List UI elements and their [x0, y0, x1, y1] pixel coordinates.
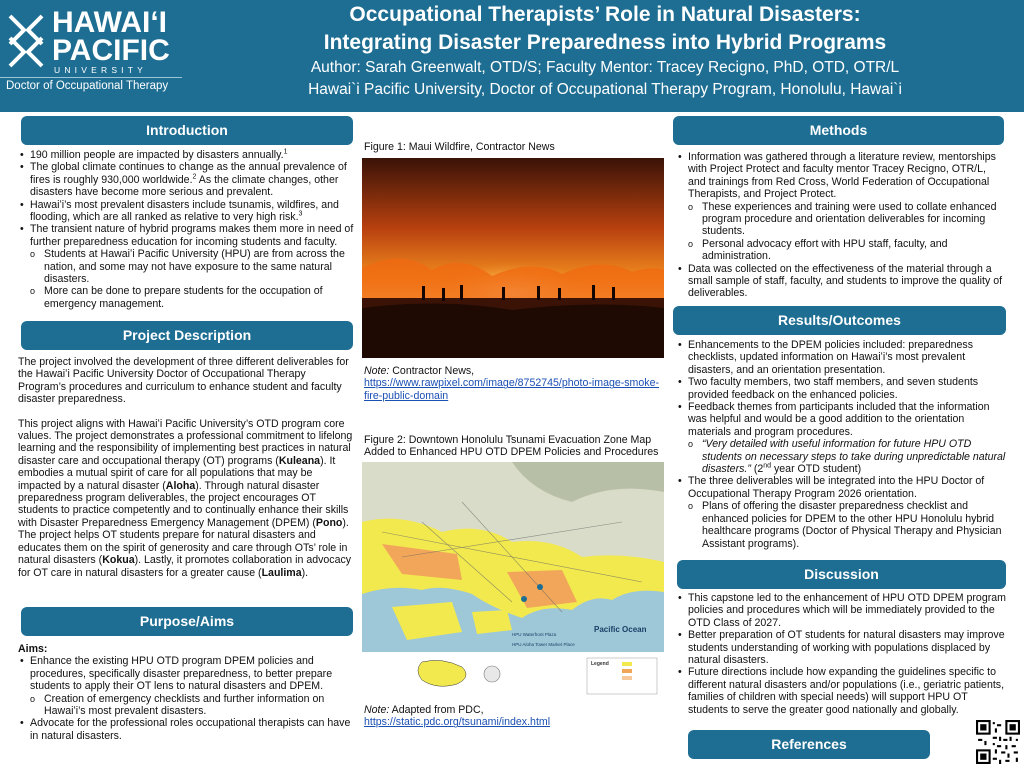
poster-title-line2: Integrating Disaster Preparedness into Hybrid Programs [323, 31, 887, 54]
poster-title-line1: Occupational Therapists’ Role in Natural Disasters: [349, 3, 861, 26]
list-item: • Two faculty members, two staff members, and seven students provided feedback on the enhanced policies. [676, 376, 1006, 401]
list-item: • Data was collected on the effectiveness of the material through a small sample of staff, faculty, and students to improve the quality of deliverables. [676, 263, 1006, 300]
list-item: o Creation of emergency checklists and further information on Hawaiʻi’s most prevalent disasters. [18, 693, 358, 718]
logo-text-hawaii: HAWAIʻI [52, 6, 168, 39]
hpu-logo [0, 0, 182, 112]
logo-text-university: UNIVERSITY [54, 65, 148, 75]
results-body [676, 339, 1006, 550]
list-item: • Better preparation of OT students for natural disasters may improve students understanding of working with populations displaced by natural disasters. [676, 629, 1006, 666]
paragraph: The project involved the development of three different deliverables for the Hawaiʻi Pacific University Doctor of Occupational Therapy Program’s procedures and curriculum to enhance student and faculty disaster preparedness. [18, 356, 349, 406]
map-marker-label: HPU Aloha Tower Market Place [512, 642, 575, 647]
references-heading: References [688, 730, 930, 759]
methods-heading: Methods [673, 116, 1004, 145]
discussion-heading: Discussion [677, 560, 1006, 589]
list-item: o These experiences and training were used to collate enhanced program procedure and orientation deliverables for incoming students. [676, 201, 1006, 238]
list-item: • This capstone led to the enhancement of HPU OTD DPEM program policies and procedures which will be immediately provided to the OTD Class of 2027. [676, 592, 1006, 629]
figure1-note: Note: Contractor News, https://www.rawpixel.com/image/8752745/photo-image-smoke-fire-public-domain [364, 365, 659, 402]
list-item: • Information was gathered through a literature review, mentorships with Project Protect and faculty mentor Tracey Recigno, OTR/L, and trainings from Red Cross, World Federation of Occupational Therapists, and Project Protect. [676, 151, 1006, 201]
list-item: • 190 million people are impacted by disasters annually.$^1$ [18, 149, 358, 161]
project-description-body [18, 356, 354, 579]
purpose-aims-body [18, 643, 358, 742]
figure1-source-link[interactable]: https://www.rawpixel.com/image/8752745/photo-image-smoke-fire-public-domain [364, 377, 659, 402]
map-legend-title: Legend [591, 661, 609, 667]
tsunami-evacuation-map [362, 462, 664, 697]
poster-authors: Author: Sarah Greenwalt, OTD/S; Faculty Mentor: Tracey Recigno, PhD, OTD, OTR/L [310, 59, 900, 76]
map-marker-label: HPU Waterfront Plaza [512, 632, 557, 637]
maui-wildfire-photo [362, 158, 664, 358]
list-item: • The three deliverables will be integrated into the HPU Doctor of Occupational Therapy Program 2026 orientation. [676, 475, 1006, 500]
list-item: • Enhance the existing HPU OTD program DPEM policies and procedures, specifically disaster preparedness, to better prepare students to apply their OT lens to natural disasters and DPEM. [18, 655, 358, 692]
figure1-caption: Figure 1: Maui Wildfire, Contractor News [364, 141, 555, 153]
qr-code[interactable] [976, 720, 1020, 764]
project-description-heading: Project Description [21, 321, 353, 350]
hpu-logo-icon [6, 12, 46, 68]
logo-program-name: Doctor of Occupational Therapy [6, 80, 169, 92]
figure2-note: Note: Adapted from PDC, https://static.pdc.org/tsunami/index.html [364, 704, 551, 729]
introduction-heading: Introduction [21, 116, 353, 145]
list-item: • Hawaiʻi’s most prevalent disasters include tsunamis, wildfires, and flooding, which are all ranked as relative to very high risk.$^3$ [18, 199, 358, 224]
list-item: o Students at Hawaiʻi Pacific University (HPU) are from across the nation, and some may not have exposure to the same natural disasters. [18, 248, 358, 285]
list-item: • Enhancements to the DPEM policies included: preparedness checklists, updated information on Hawaiʻi’s most prevalent disasters, and an orientation presentation. [676, 339, 1006, 376]
list-item: o “Very detailed with useful information for future HPU OTD students on necessary steps to take during unpredictable natural disasters.” (2nd year OTD student) [676, 438, 1006, 475]
list-item: • The global climate continues to change as the annual prevalence of fires is roughly 930,000 worldwide.$^2$ As the climate changes, other disasters have become more serious and prevalent. [18, 161, 358, 198]
aims-label: Aims: [18, 643, 48, 655]
map-ocean-label: Pacific Ocean [594, 625, 647, 634]
poster-header [0, 0, 1024, 112]
paragraph: This project aligns with Hawaiʻi Pacific University’s OTD program core values. The project demonstrates a professional commitment to lifelong learning and the responsibility of implementing best practices in natural disaster care and occupational therapy (OT) programs (Kuleana). It embodies a mutual spirit of care for all populations that may be impacted by a natural disaster (Aloha). Through natural disaster preparedness program deliverables, the project encourages OT students to practice competently and to continually enhance their skills with Disaster Preparedness Emergency Management (DPEM) (Pono). The project helps OT students prepare for natural disasters and educates them on the spirit of generosity and care through OTs’ role in natural disasters (Kokua). Lastly, it promotes collaboration in advocacy for OT care in natural disasters for a greater cause (Laulima). [18, 417, 353, 579]
list-item: • Future directions include how expanding the guidelines specific to different natural disasters and/or populations (i.e., geriatric patients, families of children with special needs) will support HPU OT students to serve the greater good nationally and globally. [676, 666, 1006, 716]
list-item: • Feedback themes from participants included that the information was helpful and would be a good addition to the orientation materials and program procedures. [676, 401, 1006, 438]
list-item: • The transient nature of hybrid programs makes them more in need of further preparedness education for incoming students and faculty. [18, 223, 358, 248]
figure2-source-link[interactable]: https://static.pdc.org/tsunami/index.html [364, 716, 551, 729]
list-item: o More can be done to prepare students for the occupation of emergency management. [18, 285, 358, 310]
list-item: o Plans of offering the disaster preparedness checklist and enhanced policies for DPEM to the other HPU Honolulu hybrid healthcare programs (Doctor of Physical Therapy and Physician Assistant programs). [676, 500, 1006, 550]
purpose-aims-heading: Purpose/Aims [21, 607, 353, 636]
list-item: o Personal advocacy effort with HPU staff, faculty, and administration. [676, 238, 1006, 263]
figure2-caption: Figure 2: Downtown Honolulu Tsunami Evacuation Zone Map Added to Enhanced HPU OTD DPEM Policies and Procedures [364, 434, 659, 459]
introduction-body [18, 149, 358, 310]
methods-body [676, 151, 1006, 300]
list-item: • Advocate for the professional roles occupational therapists can have in natural disasters. [18, 717, 358, 742]
results-heading: Results/Outcomes [673, 306, 1006, 335]
discussion-body [676, 592, 1006, 716]
logo-text-pacific: PACIFIC [52, 34, 170, 67]
poster-affiliation: Hawai`i Pacific University, Doctor of Occupational Therapy Program, Honolulu, Hawai`i [308, 81, 902, 98]
